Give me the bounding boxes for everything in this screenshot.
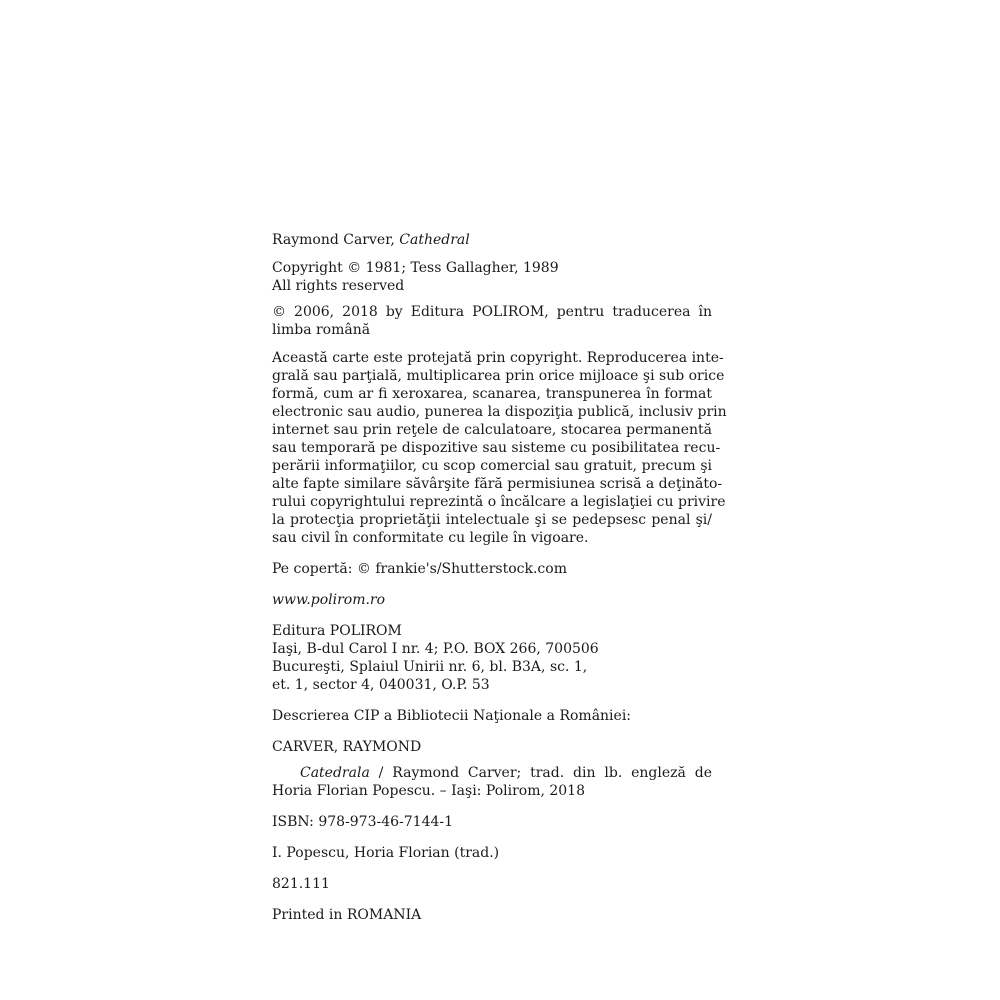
legal-notice-line: Această carte este protejată prin copyright. Reproducerea inte- [272,350,724,366]
translation-rights-line-1: © 2006, 2018 by Editura POLIROM, pentru traducerea în [272,304,712,320]
legal-notice-line: rului copyrightului reprezintă o încălcare a legislaţiei cu privire [272,494,726,510]
copyright-page [272,231,727,924]
title-line [272,231,712,249]
legal-notice-line: alte fapte similare săvârşite fără permisiunea scrisă a deţinăto- [272,476,723,492]
original-title: Cathedral [399,232,470,248]
cip-record-title: Catedrala [300,765,370,781]
publisher-address-sector: et. 1, sector 4, 040031, O.P. 53 [272,677,490,693]
isbn: ISBN: 978-973-46-7144-1 [272,814,454,830]
legal-notice [272,349,727,547]
legal-notice-line: perării informaţiilor, cu scop comercial sau gratuit, precum şi [272,458,712,474]
rights-reserved-line: All rights reserved [272,278,405,294]
copyright-block [272,259,712,295]
legal-notice-line: la protecţia proprietăţii intelectuale şi se pedepsesc penal şi/ [272,512,712,528]
publisher-name: Editura POLIROM [272,623,402,639]
cover-credit: Pe copertă: © frankie's/Shutterstock.com [272,561,567,577]
cip-record-line-2: Horia Florian Popescu. – Iaşi: Polirom, 2018 [272,783,585,799]
cip-author: CARVER, RAYMOND [272,739,422,755]
publisher-address-iasi: Iaşi, B-dul Carol I nr. 4; P.O. BOX 266, 700506 [272,641,599,657]
translation-rights-line-2: limba română [272,322,371,338]
cip-record-line-1 [272,764,712,782]
website-link[interactable]: www.polirom.ro [272,592,386,608]
publisher-block [272,622,712,694]
legal-notice-line: sau temporară pe dispozitive sau sisteme cu posibilitatea recu- [272,440,721,456]
legal-notice-line: formă, cum ar fi xeroxarea, scanarea, transpunerea în format [272,386,712,402]
translation-rights-block [272,303,712,339]
legal-notice-line: grală sau parţială, multiplicarea prin orice mijloace şi sub orice [272,368,725,384]
cip-heading: Descrierea CIP a Bibliotecii Naţionale a României: [272,708,632,724]
classification-number: 821.111 [272,876,330,892]
cip-record [272,764,712,800]
copyright-line: Copyright © 1981; Tess Gallagher, 1989 [272,260,559,276]
legal-notice-line: internet sau prin reţele de calculatoare, stocarea permanentă [272,422,712,438]
publisher-address-bucuresti: Bucureşti, Splaiul Unirii nr. 6, bl. B3A, sc. 1, [272,659,588,675]
translator-entry: I. Popescu, Horia Florian (trad.) [272,845,500,861]
author-name: Raymond Carver, [272,232,400,248]
legal-notice-line: electronic sau audio, punerea la dispoziţia publică, inclusiv prin [272,404,727,420]
cip-record-line-1-rest: / Raymond Carver; trad. din lb. engleză de [369,765,712,781]
legal-notice-line: sau civil în conformitate cu legile în vigoare. [272,530,589,546]
printed-in: Printed in ROMANIA [272,907,422,923]
